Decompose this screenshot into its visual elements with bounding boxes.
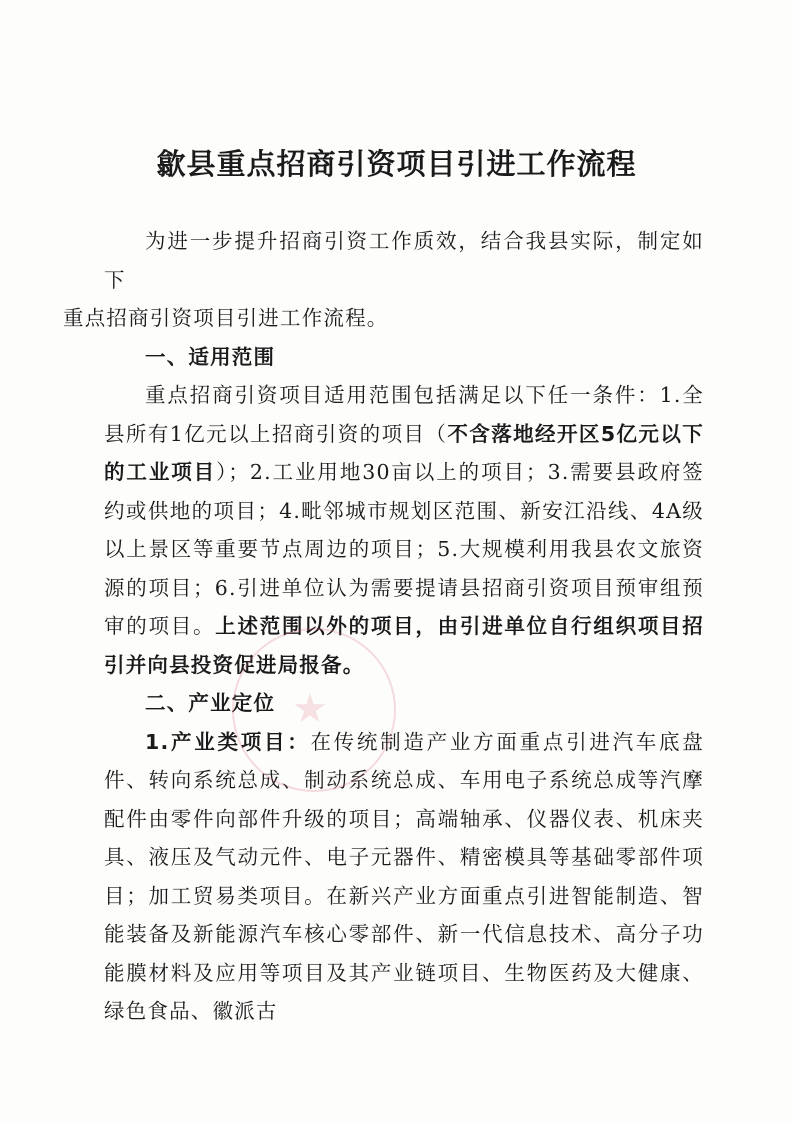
intro-paragraph [63,222,704,338]
section-1-text-part1: 重点招商引资项目适用范围包括满足以下任一条件：1.全县所有1亿元以上招商引资的项目（ [104,383,704,446]
section-1-text-part2: ）；2.工业用地30亩以上的项目；3.需要县政府签约或供地的项目；4.毗邻城市规划区范围、新安江沿线、4A级以上景区等重要节点周边的项目；5.大规模利用我县农文旅资源的项目；6.引进单位认为需要提请县招商引资项目预审组预审的项目。 [104,460,705,638]
section-1-bold-text: 不含落地经开区5亿元以下的工业项目 [104,421,704,484]
section-1-paragraph [104,376,704,684]
seal-star-icon: ★ [292,686,328,732]
intro-line-1: 为进一步提升招商引资工作质效，结合我县实际，制定如下 [104,229,704,292]
section-2-heading: 二、产业定位 [145,691,276,715]
document-body [63,222,705,1031]
section-2-lead: 1.产业类项目： [145,729,311,754]
section-2-text: 在传统制造产业方面重点引进汽车底盘件、转向系统总成、制动系统总成、车用电子系统总成等汽摩配件由零件向部件升级的项目；高端轴承、仪器仪表、机床夹具、液压及气动元件、电子元器件、精密模具等基础零部件项目；加工贸易类项目。在新兴产业方面重点引进智能制造、智能装备及新能源汽车核心零部件、新一代信息技术、高分子功能膜材料及应用等项目及其产业链项目、生物医药及大健康、绿色食品、徽派古 [104,729,704,1023]
section-1-tail-bold: 上述范围以外的项目，由引进单位自行组织项目招引并向县投资促进局报备。 [104,614,705,677]
section-1-heading: 一、适用范围 [145,344,276,369]
document-title: 歙县重点招商引资项目引进工作流程 [156,147,637,181]
section-2-paragraph [104,723,704,1031]
intro-line-2: 重点招商引资项目引进工作流程。 [63,306,389,330]
